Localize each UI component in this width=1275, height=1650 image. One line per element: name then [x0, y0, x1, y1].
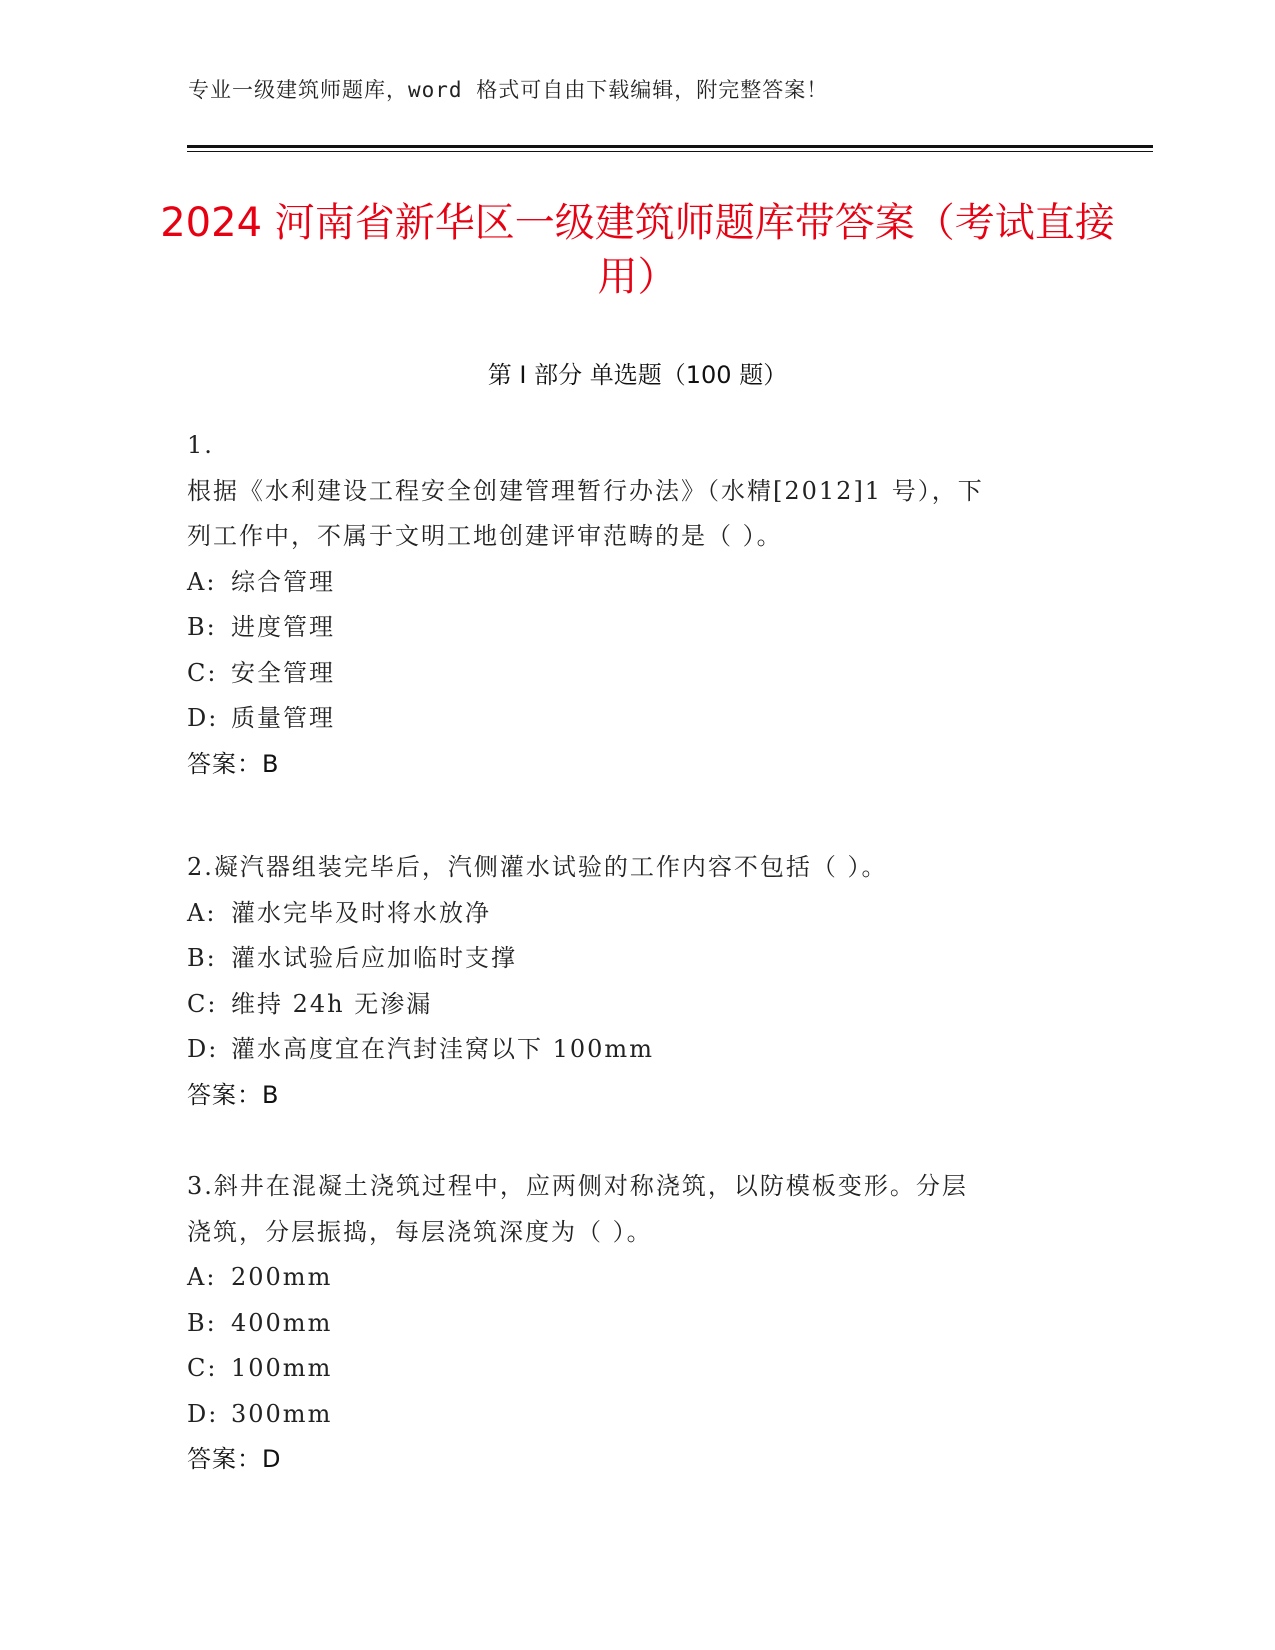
option-text: 质量管理 — [231, 704, 335, 732]
option-label: C: — [187, 989, 218, 1018]
question-stem-line: 2.凝汽器组装完毕后，汽侧灌水试验的工作内容不包括（ ）。 — [187, 853, 888, 881]
option-c — [187, 1346, 1087, 1392]
answer: 答案：D — [187, 1445, 282, 1473]
question-stem-line: 3.斜井在混凝土浇筑过程中，应两侧对称浇筑，以防模板变形。分层 — [187, 1172, 968, 1200]
option-label: B: — [187, 944, 217, 972]
option-label: A: — [187, 567, 217, 596]
answer: 答案：B — [187, 749, 280, 778]
option-label: B: — [187, 613, 217, 641]
option-d — [187, 1027, 1087, 1073]
header-note: 专业一级建筑师题库，word 格式可自由下载编辑，附完整答案！ — [188, 78, 829, 102]
header-rule-thin — [187, 151, 1153, 152]
question-stem-line: 浇筑，分层振捣，每层浇筑深度为（ ）。 — [187, 1217, 653, 1246]
option-label: B: — [187, 1308, 217, 1337]
option-b — [187, 1301, 1087, 1347]
option-label: D: — [187, 1035, 219, 1063]
section-heading: 第 I 部分 单选题（100 题） — [487, 361, 788, 389]
option-label: D: — [187, 704, 219, 732]
option-label: A: — [187, 1263, 217, 1291]
option-text: 100mm — [231, 1354, 333, 1382]
option-text: 400mm — [231, 1308, 333, 1337]
option-text: 200mm — [231, 1263, 333, 1291]
option-c — [187, 651, 1087, 697]
option-label: C: — [187, 658, 218, 687]
option-d — [187, 1392, 1087, 1438]
document-title: 2024 河南省新华区一级建筑师题库带答案（考试直接用） — [160, 200, 1115, 300]
question-1 — [187, 423, 1087, 787]
option-label: C: — [187, 1354, 218, 1382]
question-stem-line: 列工作中，不属于文明工地创建评审范畴的是（ ）。 — [187, 522, 783, 550]
option-text: 维持 24h 无渗漏 — [231, 989, 433, 1018]
question-2 — [187, 845, 1087, 1118]
question-number: 1. — [187, 431, 214, 459]
option-a — [187, 891, 1087, 937]
option-a — [187, 1255, 1087, 1301]
option-text: 综合管理 — [231, 567, 335, 596]
header-rule-thick — [187, 145, 1153, 148]
option-d — [187, 696, 1087, 742]
option-text: 灌水高度宜在汽封洼窝以下 100mm — [231, 1035, 654, 1063]
option-a — [187, 560, 1087, 606]
option-c — [187, 982, 1087, 1028]
option-label: D: — [187, 1399, 219, 1428]
answer: 答案：B — [187, 1080, 280, 1109]
option-text: 灌水完毕及时将水放净 — [231, 898, 491, 927]
question-stem-line: 根据《水利建设工程安全创建管理暂行办法》（水精[2012]1 号），下 — [187, 476, 984, 505]
question-3 — [187, 1164, 1087, 1483]
option-text: 300mm — [231, 1399, 333, 1428]
option-b — [187, 605, 1087, 651]
option-label: A: — [187, 898, 217, 927]
option-b — [187, 936, 1087, 982]
option-text: 进度管理 — [231, 613, 335, 641]
option-text: 安全管理 — [231, 658, 335, 687]
option-text: 灌水试验后应加临时支撑 — [231, 944, 517, 972]
